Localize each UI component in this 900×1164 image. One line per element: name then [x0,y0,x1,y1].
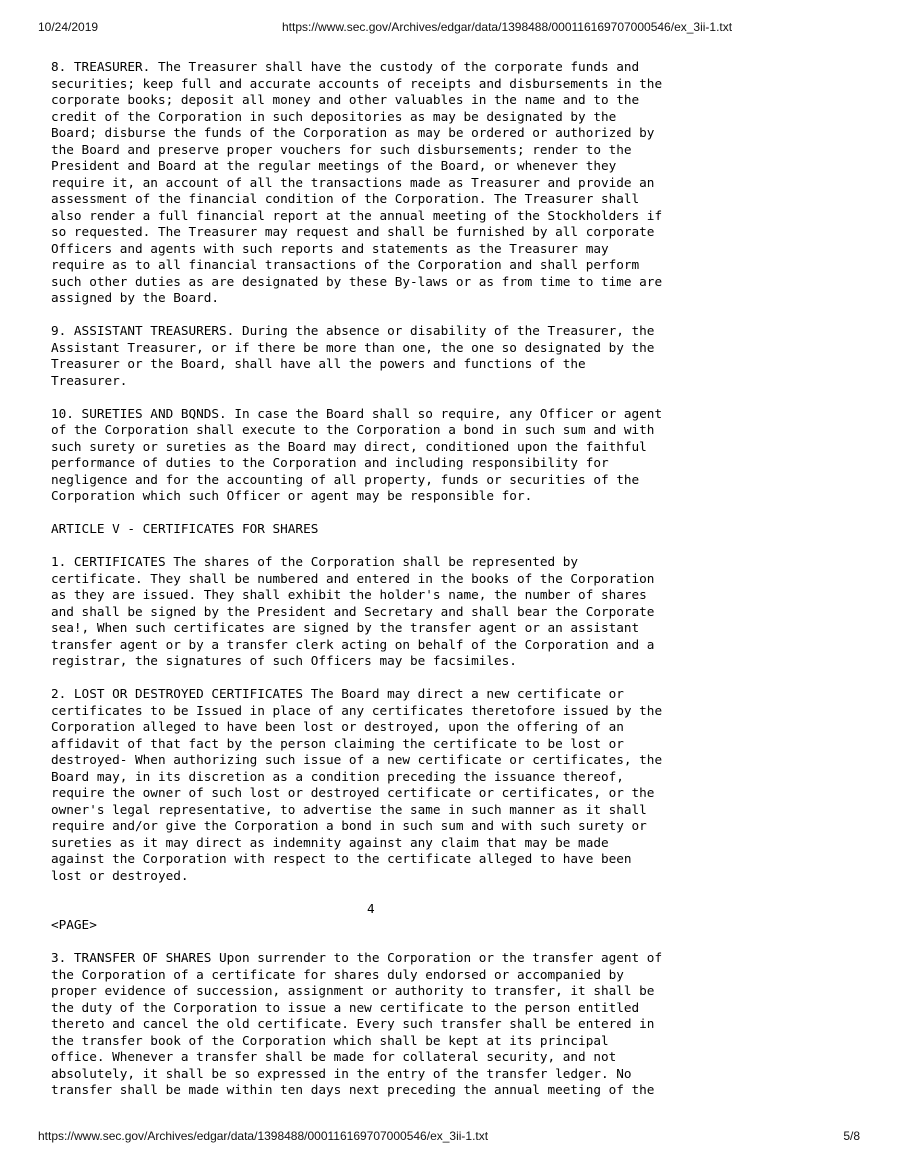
print-date: 10/24/2019 [38,20,99,34]
document-body [51,59,711,1099]
print-page-count: 5/8 [843,1129,860,1143]
page-marker: <PAGE> [51,917,97,932]
section-lost-or-destroyed-certificates: 2. LOST OR DESTROYED CERTIFICATES The Board may direct a new certificate or certificates to be Issued in place of any certificates theretofore issued by the Corporation alleged to have been lost or destroyed, upon the offering of an affidavit of that fact by the person claiming the certificate to be lost or destroyed- When authorizing such issue of a new certificate or certificates, the Board may, in its discretion as a condition preceding the issuance thereof, require the owner of such lost or destroyed certificate or certificates, or the owner's legal representative, to advertise the same in such manner as it shall require and/or give the Corporation a bond in such sum and with such surety or sureties as it may direct as indemnity against any claim that may be made against the Corporation with respect to the certificate alleged to have been lost or destroyed. [51,686,663,883]
print-footer-url: https://www.sec.gov/Archives/edgar/data/1398488/000116169707000546/ex_3ii-1.txt [38,1129,489,1143]
section-assistant-treasurers: 9. ASSISTANT TREASURERS. During the absence or disability of the Treasurer, the Assistant Treasurer, or if there be more than one, the one so designated by the Treasurer or the Board, shall have all the powers and functions of the Treasurer. [51,323,655,388]
section-transfer-of-shares: 3. TRANSFER OF SHARES Upon surrender to the Corporation or the transfer agent of the Corporation of a certificate for shares duly endorsed or accompanied by proper evidence of succession, assignment or authority to transfer, it shall be the duty of the Corporation to issue a new certificate to the person entitled thereto and cancel the old certificate. Every such transfer shall be entered in the transfer book of the Corporation which shall be kept at its principal office. Whenever a transfer shall be made for collateral security, and not absolutely, it shall be so expressed in the entry of the transfer ledger. No transfer shall be made within ten days next preceding the annual meeting of the [51,950,663,1097]
section-sureties-and-bonds: 10. SURETIES AND BQNDS. In case the Board shall so require, any Officer or agent of the Corporation shall execute to the Corporation a bond in such sum and with such surety or sureties as the Board may direct, conditioned upon the faithful performance of duties to the Corporation and including responsibility for negligence and for the accounting of all property, funds or securities of the Corporation which such Officer or agent may be responsible for. [51,405,663,503]
article-v-heading: ARTICLE V - CERTIFICATES FOR SHARES [51,521,319,536]
document-page-number: 4 [367,900,375,916]
section-certificates: 1. CERTIFICATES The shares of the Corporation shall be represented by certificate. They shall be numbered and entered in the books of the Corporation as they are issued. They shall exhibit the holder's name, the number of shares and shall be signed by the President and Secretary and shall bear the Corporate sea!, When such certificates are signed by the transfer agent or an assistant transfer agent or by a transfer clerk acting on behalf of the Corporation and a registrar, the signatures of such Officers may be facsimiles. [51,554,655,668]
section-treasurer: 8. TREASURER. The Treasurer shall have the custody of the corporate funds and securities; keep full and accurate accounts of receipts and disbursements in the corporate books; deposit all money and other valuables in the name and to the credit of the Corporation in such depositories as may be designated by the Board; disburse the funds of the Corporation as may be ordered or authorized by the Board and preserve proper vouchers for such disbursements; render to the President and Board at the regular meetings of the Board, or whenever they require it, an account of all the transactions made as Treasurer and provide an assessment of the financial condition of the Corporation. The Treasurer shall also render a full financial report at the annual meeting of the Stockholders if so requested. The Treasurer may request and shall be furnished by all corporate Officers and agents with such reports and statements as the Treasurer may require as to all financial transactions of the Corporation and shall perform such other duties as are designated by these By-laws or as from time to time are assigned by the Board. [51,59,663,305]
print-header-url: https://www.sec.gov/Archives/edgar/data/1398488/000116169707000546/ex_3ii-1.txt [282,20,733,34]
